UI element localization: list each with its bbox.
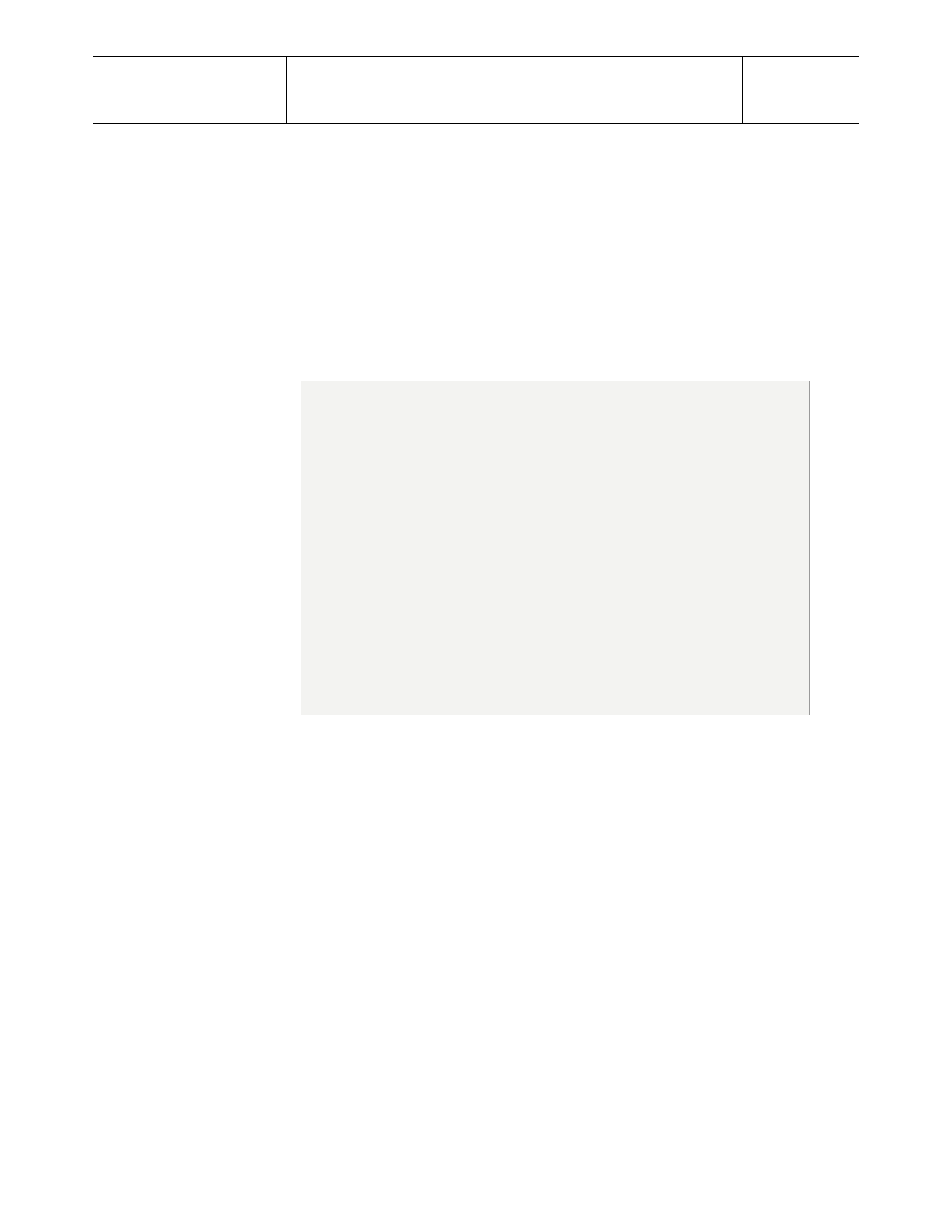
- header-motto-cell: [286, 57, 743, 123]
- pie-chart: [301, 381, 809, 715]
- page-header: [93, 56, 859, 124]
- pie-chart-figure: [301, 381, 810, 715]
- header-info: [93, 57, 286, 123]
- header-page-label: [743, 57, 859, 123]
